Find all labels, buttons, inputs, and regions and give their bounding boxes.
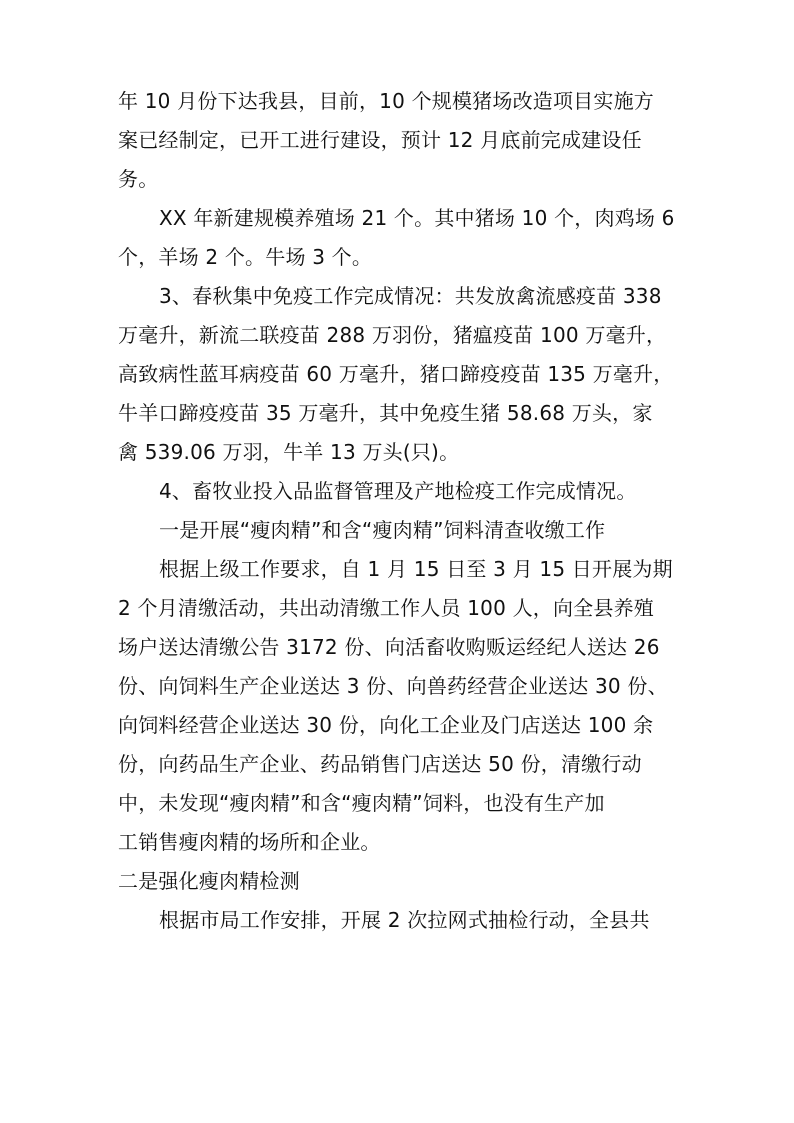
text-line: 场户送达清缴公告 3172 份、向活畜收购贩运经纪人送达 26 [118, 635, 660, 659]
text-line: 中，未发现“瘦肉精”和含“瘦肉精”饲料，也没有生产加 [118, 791, 605, 815]
text-line: 禽 539.06 万羽，牛羊 13 万头(只)。 [118, 440, 460, 464]
text-line: 根据市局工作安排，开展 2 次拉网式抽检行动，全县共 [159, 908, 650, 932]
text-line: 二是强化瘦肉精检测 [118, 869, 300, 893]
text-line: 高致病性蓝耳病疫苗 60 万毫升，猪口蹄疫疫苗 135 万毫升， [118, 362, 674, 386]
text-line: 份、向饲料生产企业送达 3 份、向兽药经营企业送达 30 份、 [118, 674, 668, 698]
text-line: 牛羊口蹄疫疫苗 35 万毫升，其中免疫生猪 58.68 万头，家 [118, 401, 653, 425]
text-line: 3、春秋集中免疫工作完成情况：共发放禽流感疫苗 338 [159, 284, 662, 308]
text-line: 案已经制定，已开工进行建设，预计 12 月底前完成建设任 [118, 128, 642, 152]
text-line: 万毫升，新流二联疫苗 288 万羽份，猪瘟疫苗 100 万毫升， [118, 323, 667, 347]
text-line: 一是开展“瘦肉精”和含“瘦肉精”饲料清查收缴工作 [159, 518, 606, 542]
text-line: 工销售瘦肉精的场所和企业。 [118, 830, 381, 854]
text-line: XX 年新建规模养殖场 21 个。其中猪场 10 个，肉鸡场 6 [159, 206, 675, 230]
text-line: 4、畜牧业投入品监督管理及产地检疫工作完成情况。 [159, 479, 637, 503]
text-line: 根据上级工作要求，自 1 月 15 日至 3 月 15 日开展为期 [159, 557, 673, 581]
text-line: 务。 [118, 167, 159, 191]
text-line: 2 个月清缴活动，共出动清缴工作人员 100 人，向全县养殖 [118, 596, 654, 620]
text-line: 份，向药品生产企业、药品销售门店送达 50 份，清缴行动 [118, 752, 642, 776]
text-line: 个，羊场 2 个。牛场 3 个。 [118, 245, 373, 269]
text-line: 年 10 月份下达我县，目前，10 个规模猪场改造项目实施方 [118, 89, 654, 113]
document-body [118, 82, 678, 940]
text-line: 向饲料经营企业送达 30 份，向化工企业及门店送达 100 余 [118, 713, 654, 737]
